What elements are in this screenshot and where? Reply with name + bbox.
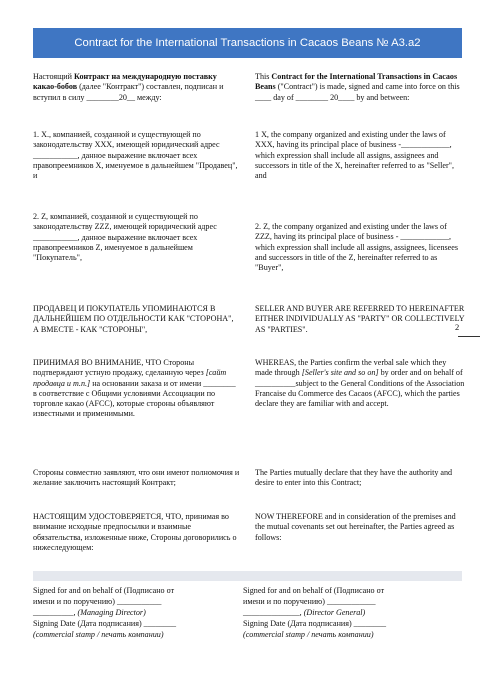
en-now-therefore-paragraph: NOW THEREFORE and in consideration of the premises and the mutual covenants set out hereinafter, the Parties agreed as follows: (255, 512, 456, 542)
seller-stamp-note: (commercial stamp / печать компании) (33, 630, 164, 639)
en-intro-paragraph: This Contract for the International Transactions in Cacaos Beans ("Contract") is made, signed and came into force on this ____ day of ________ 20____ by and between: (255, 72, 460, 102)
en-whereas-paragraph: WHEREAS, the Parties confirm the verbal sale which they made through [Seller's site and so on] by order and on behalf of __________subject to the General Conditions of the Association Francaise du Commerce des Cacaos (AFCC), which the parties declare they are familiar with and accept. (255, 358, 465, 409)
buyer-stamp-note: (commercial stamp / печать компании) (243, 630, 374, 639)
ru-party-seller: 1. X., компанией, созданной и существующей по законодательству XXX, имеющей юридический адрес ___________, данное выражение включает всех правопреемников X, именуемое в дальнейшем "Продавец", и (33, 130, 238, 181)
ru-contract-title: Контракт на международную поставку какао-бобов (33, 72, 217, 92)
ru-intro-paragraph: Настоящий Контракт на международную поставку какао-бобов (далее "Контракт") составлен, подписан и вступил в силу ________20__ между: (33, 72, 224, 102)
page-number-rule (458, 336, 480, 337)
ru-parties-referred: ПРОДАВЕЦ И ПОКУПАТЕЛЬ УПОМИНАЮТСЯ В ДАЛЬНЕЙШЕМ ПО ОТДЕЛЬНОСТИ КАК "СТОРОНА", А ВМЕСТЕ - КАК "СТОРОНЫ", (33, 304, 234, 334)
ru-now-therefore-paragraph: НАСТОЯЩИМ УДОСТОВЕРЯЕТСЯ, ЧТО, принимая во внимание исходные предпосылки и взаимные обязательства, изложенные ниже, Стороны договорились о нижеследующем: (33, 512, 237, 552)
seller-signature-block: Signed for and on behalf of (Подписано от имени и по поручению) ___________ __________, (Managing Director) Signing Date (Дата подписания) ________ (commercial stamp / печать компании) (33, 586, 177, 639)
page-number: 2 (455, 322, 460, 332)
en-party-seller: 1 X, the company organized and existing under the laws of XXX, having its principal place of business -____________, which expression shall include all assigns, assignees and successors in title of the X, hereinafter referred to as "Seller", and (255, 130, 454, 181)
en-contract-title: Contract for the International Transactions in Cacaos Beans (255, 72, 458, 92)
ru-seller-site-placeholder: [сайт продавца и т.п.] (33, 368, 227, 388)
en-authority-paragraph: The Parties mutually declare that they have the authority and desire to enter into this Contract; (255, 468, 453, 488)
ru-authority-paragraph: Стороны совместно заявляют, что они имеют полномочия и желание заключить настоящий Контракт; (33, 468, 240, 488)
document-header-banner (33, 28, 462, 58)
buyer-signatory-role: (Director General) (303, 608, 366, 617)
document-title: Contract for the International Transactions in Cacaos Beans № A3.a2 (74, 37, 421, 49)
buyer-signature-block: Signed for and on behalf of (Подписано от имени и по поручению) ____________ ______________, (Director General) Signing Date (Дата подписания) ________ (commercial stamp / печать компании) (243, 586, 387, 639)
en-parties-referred: SELLER AND BUYER ARE REFERRED TO HEREINAFTER EITHER INDIVIDUALLY AS "PARTY" OR COLLECTIVELY AS "PARTIES". (255, 304, 465, 334)
en-seller-site-placeholder: [Seller's site and so on] (301, 368, 379, 378)
signature-separator-bar (33, 571, 462, 581)
ru-party-buyer: 2. Z, компанией, созданной и существующей по законодательству ZZZ, имеющей юридический адрес ___________, данное выражение включает всех правопреемников Z, именуемое в дальнейшем "Покупатель", (33, 212, 217, 263)
seller-signatory-role: (Managing Director) (77, 608, 146, 617)
en-party-buyer: 2. Z, the company organized and existing under the laws of ZZZ, having its principal place of business - ____________, which expression shall include all assigns, assignees, licensees and successors in title of the Z, hereinafter referred to as "Buyer", (255, 222, 458, 273)
ru-whereas-paragraph: ПРИНИМАЯ ВО ВНИМАНИЕ, ЧТО Стороны подтверждают устную продажу, сделанную через [сайт продавца и т.п.] на основании заказа и от имени ________ в соответствие с Общими условиями Ассоциации по торговле какао (AFCC), которые стороны объявляют известными и применимыми. (33, 358, 236, 419)
